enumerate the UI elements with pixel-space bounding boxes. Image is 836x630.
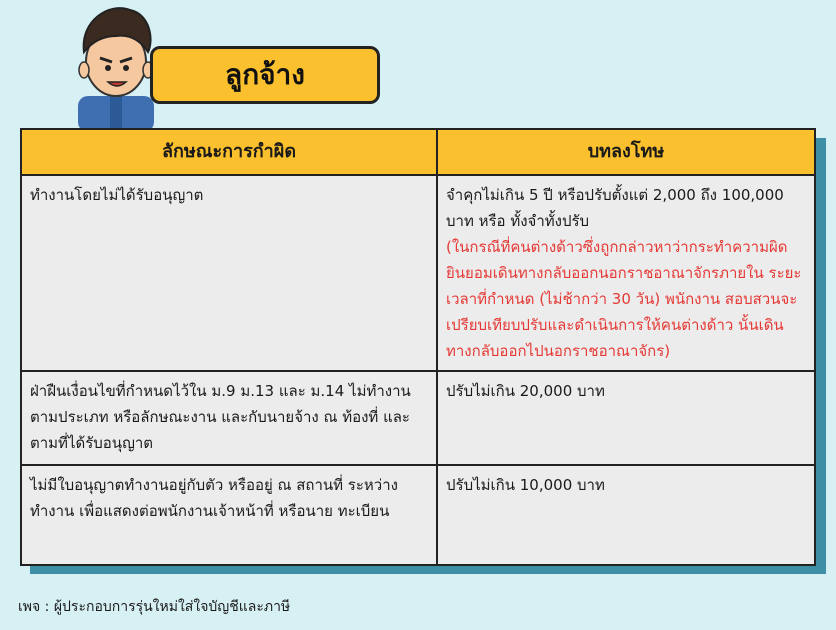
column-header-offense: ลักษณะการกำผิด <box>21 129 437 175</box>
offense-cell: ฝ่าฝืนเงื่อนไขที่กำหนดไว้ใน ม.9 ม.13 และ ม.14 ไม่ทำงานตามประเภท หรือลักษณะงาน และกับนายจ้าง ณ ท้องที่ และตามที่ได้รับอนุญาต <box>21 371 437 465</box>
worker-mascot-illustration <box>70 0 162 132</box>
penalty-text: จำคุกไม่เกิน 5 ปี หรือปรับตั้งแต่ 2,000 ถึง 100,000 บาท หรือ ทั้งจำทั้งปรับ <box>446 186 784 230</box>
penalty-cell: ปรับไม่เกิน 10,000 บาท <box>437 465 815 565</box>
table-header-row <box>21 129 815 175</box>
penalty-table-wrapper <box>20 128 816 566</box>
table-row <box>21 465 815 565</box>
offense-cell: ทำงานโดยไม่ได้รับอนุญาต <box>21 175 437 371</box>
penalty-cell <box>437 175 815 371</box>
penalty-table <box>20 128 816 566</box>
penalty-note: (ในกรณีที่คนต่างด้าวซึ่งถูกกล่าวหาว่ากระทำความผิด ยินยอมเดินทางกลับออกนอกราชอาณาจักรภายใน ระยะเวลาที่กำหนด (ไม่ช้ากว่า 30 วัน) พนักงาน สอบสวนจะเปรียบเทียบปรับและดำเนินการให้คนต่างด้าว นั้นเดินทางกลับออกไปนอกราชอาณาจักร) <box>446 238 802 360</box>
column-header-penalty: บทลงโทษ <box>437 129 815 175</box>
table-row <box>21 371 815 465</box>
offense-cell: ไม่มีใบอนุญาตทำงานอยู่กับตัว หรืออยู่ ณ สถานที่ ระหว่างทำงาน เพื่อแสดงต่อพนักงานเจ้าหน้าที่ หรือนาย ทะเบียน <box>21 465 437 565</box>
penalty-cell: ปรับไม่เกิน 20,000 บาท <box>437 371 815 465</box>
page-title: ลูกจ้าง <box>150 46 380 104</box>
table-row <box>21 175 815 371</box>
footer-page-credit: เพจ : ผู้ประกอบการรุ่นใหม่ใส่ใจบัญชีและภาษี <box>18 599 291 615</box>
